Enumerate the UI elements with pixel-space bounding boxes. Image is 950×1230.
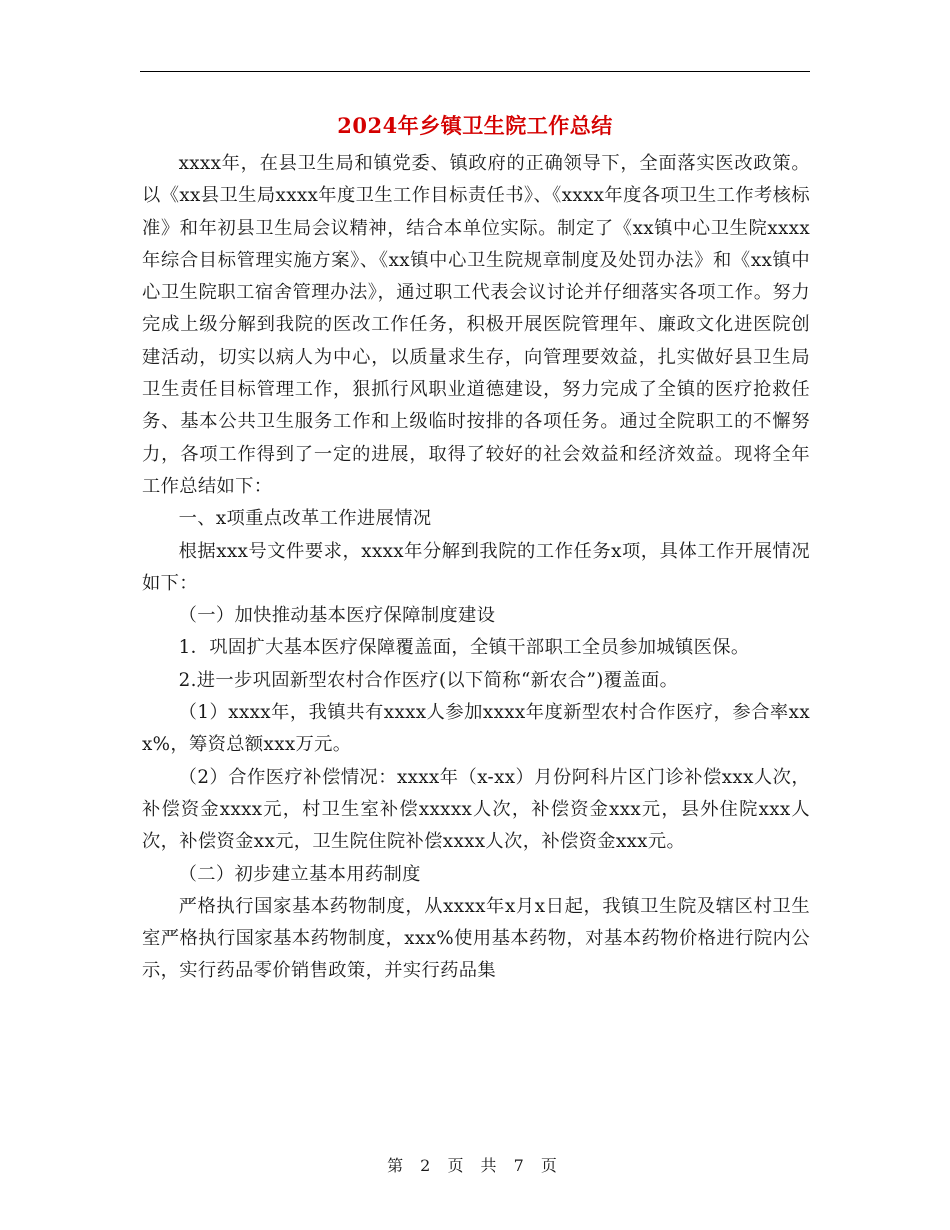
subsection-heading-2: （二）初步建立基本用药制度 <box>178 863 421 885</box>
document-title: 2024年乡镇卫生院工作总结 <box>337 113 613 138</box>
header-rule <box>140 71 810 72</box>
subsection-heading-1: （一）加快推动基本医疗保障制度建设 <box>178 605 496 627</box>
paragraph: 严格执行国家基本药物制度，从xxxx年x月x日起，我镇卫生院及辖区村卫生室严格执行国家基本药物制度，xxx%使用基本药物，对基本药物价格进行院内公示，实行药品零价销售政策，并实行药品集 <box>142 895 810 982</box>
paragraph: 根据xxx号文件要求，xxxx年分解到我院的工作任务x项，具体工作开展情况如下： <box>142 540 810 594</box>
section-heading-1: 一、x项重点改革工作进展情况 <box>178 508 432 530</box>
sub-item-2: （2）合作医疗补偿情况：xxxx年（x-xx）月份阿科片区门诊补偿xxx人次，补偿资金xxxx元，村卫生室补偿xxxxx人次，补偿资金xxx元，县外住院xxx人次，补偿资金xx元，卫生院住院补偿xxxx人次，补偿资金xxx元。 <box>142 766 810 853</box>
document-body <box>142 148 810 988</box>
sub-item-1: （1）xxxx年，我镇共有xxxx人参加xxxx年度新型农村合作医疗，参合率xxx%，筹资总额xxx万元。 <box>142 702 810 756</box>
page-number: 第 2 页 共 7 页 <box>387 1156 563 1175</box>
list-item-1: 1．巩固扩大基本医疗保障覆盖面，全镇干部职工全员参加城镇医保。 <box>178 637 750 659</box>
paragraph-intro: xxxx年，在县卫生局和镇党委、镇政府的正确领导下，全面落实医改政策。以《xx县卫生局xxxx年度卫生工作目标责任书》、《xxxx年度各项卫生工作考核标准》和年初县卫生局会议精神，结合本单位实际。制定了《xx镇中心卫生院xxxx年综合目标管理实施方案》、《xx镇中心卫生院规章制度及处罚办法》和《xx镇中心卫生院职工宿舍管理办法》，通过职工代表会议讨论并仔细落实各项工作。努力完成上级分解到我院的医改工作任务，积极开展医院管理年、廉政文化进医院创建活动，切实以病人为中心，以质量求生存，向管理要效益，扎实做好县卫生局卫生责任目标管理工作，狠抓行风职业道德建设，努力完成了全镇的医疗抢救任务、基本公共卫生服务工作和上级临时按排的各项任务。通过全院职工的不懈努力，各项工作得到了一定的进展，取得了较好的社会效益和经济效益。现将全年工作总结如下： <box>142 153 810 497</box>
list-item-2: 2.进一步巩固新型农村合作医疗(以下简称“新农合”)覆盖面。 <box>178 669 679 691</box>
